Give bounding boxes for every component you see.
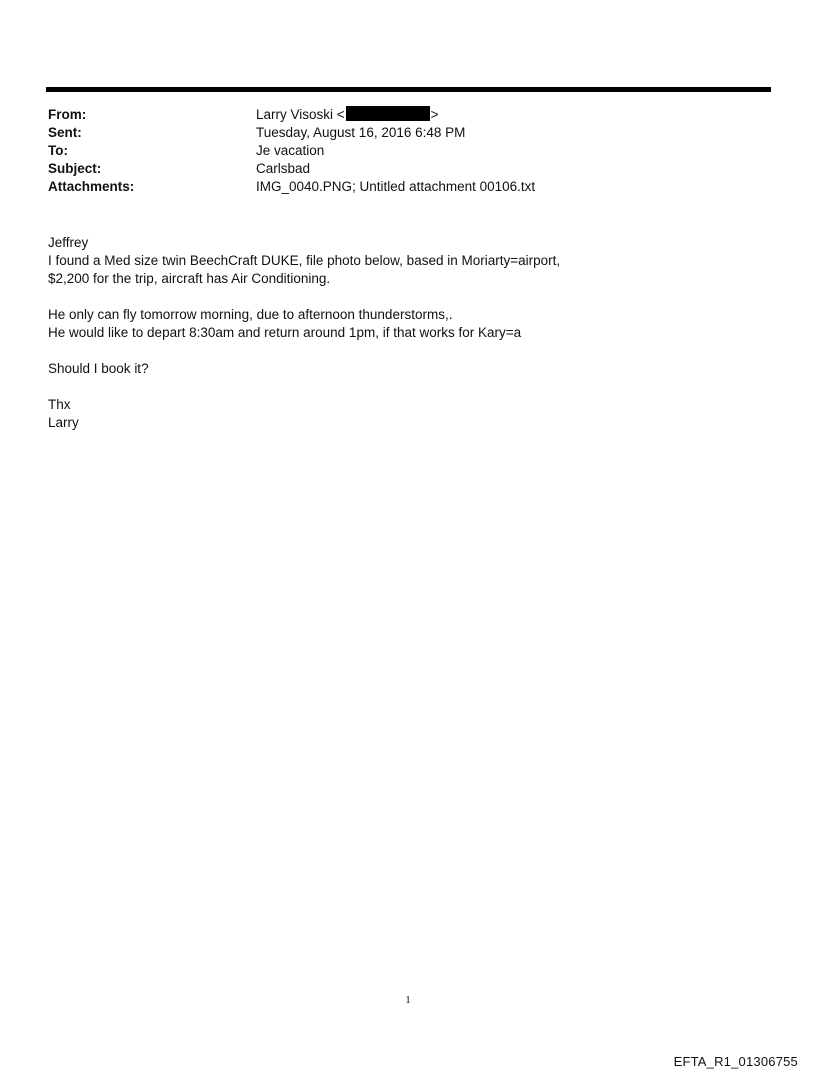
greeting: Jeffrey [48, 235, 89, 250]
body-line-1: I found a Med size twin BeechCraft DUKE, file photo below, based in Moriarty=airport, [48, 253, 561, 268]
sign-off [48, 396, 748, 432]
sender-close-bracket: > [430, 107, 439, 122]
header-divider [46, 87, 771, 92]
sent-value: Tuesday, August 16, 2016 6:48 PM [256, 125, 466, 140]
attachments-row [48, 178, 748, 196]
to-value: Je vacation [256, 143, 325, 158]
email-header [48, 106, 748, 196]
from-row [48, 106, 748, 124]
email-body [48, 234, 748, 450]
attachments-value: IMG_0040.PNG; Untitled attachment 00106.txt [256, 179, 536, 194]
sender-name: Larry Visoski < [256, 107, 345, 122]
body-line-2: $2,200 for the trip, aircraft has Air Conditioning. [48, 271, 331, 286]
body-paragraph-2 [48, 306, 748, 342]
document-id: EFTA_R1_01306755 [673, 1054, 798, 1069]
from-value [256, 106, 439, 124]
from-label: From: [48, 107, 87, 122]
body-line-3: He only can fly tomorrow morning, due to afternoon thunderstorms,. [48, 307, 453, 322]
sent-row [48, 124, 748, 142]
attachments-label: Attachments: [48, 179, 135, 194]
redaction-box [346, 106, 430, 121]
question-line: Should I book it? [48, 361, 149, 376]
body-line-4: He would like to depart 8:30am and return around 1pm, if that works for Kary=a [48, 325, 522, 340]
to-row [48, 142, 748, 160]
subject-row [48, 160, 748, 178]
page-number: 1 [405, 994, 411, 1006]
body-paragraph-3 [48, 360, 748, 378]
thanks-line: Thx [48, 397, 71, 412]
body-paragraph-1 [48, 234, 748, 288]
to-label: To: [48, 143, 68, 158]
signature: Larry [48, 415, 79, 430]
subject-label: Subject: [48, 161, 102, 176]
sent-label: Sent: [48, 125, 82, 140]
subject-value: Carlsbad [256, 161, 311, 176]
